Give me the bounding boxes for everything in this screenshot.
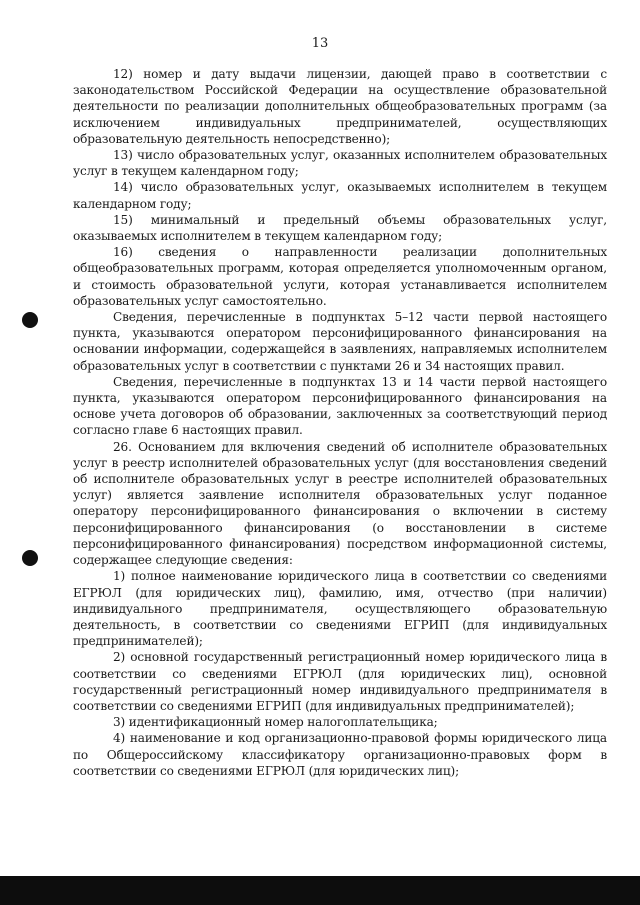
paragraph: 14) число образовательных услуг, оказываемых исполнителем в текущем календарном году; <box>73 180 607 211</box>
punch-hole-top <box>22 312 38 328</box>
paragraph: 3) идентификационный номер налогоплательщика; <box>113 715 438 730</box>
page-number: 13 <box>311 36 329 51</box>
punch-hole-bottom <box>22 550 38 566</box>
paragraph: 2) основной государственный регистрационный номер юридического лица в соответствии со сведениями ЕГРЮЛ (для юридических лиц), основной государственный регистрационный номер индивидуального предпринимателя в соответствии со сведениями ЕГРИП (для индивидуальных предпринимателей); <box>73 650 607 713</box>
scan-bottom-edge <box>0 876 640 905</box>
paragraph: Сведения, перечисленные в подпунктах 13 и 14 части первой настоящего пункта, указываются оператором персонифицированного финансирования на основе учета договоров об образовании, заключенных за соответствующий период согласно главе 6 настоящих правил. <box>73 374 607 438</box>
paragraph: 26. Основанием для включения сведений об исполнителе образовательных услуг в реестр исполнителей образовательных услуг (для восстановления сведений об исполнителе образовательных услуг в реестре исполнителей образовательных услуг) является заявление исполнителя образовательных услуг поданное оператору персонифицированного финансирования о включении в систему персонифицированного финансирования (о восстановлении в системе персонифицированного финансирования) посредством информационной системы, содержащее следующие сведения: <box>73 439 607 568</box>
paragraph: 16) сведения о направленности реализации дополнительных общеобразовательных программ, которая определяется уполномоченным органом, и стоимость образовательной услуги, которая устанавливается исполнителем образовательных услуг самостоятельно. <box>73 245 607 308</box>
paragraph: 1) полное наименование юридического лица в соответствии со сведениями ЕГРЮЛ (для юридических лиц), фамилию, имя, отчество (при наличии) индивидуального предпринимателя, осуществляющего образовательную деятельность, в соответствии со сведениями ЕГРИП (для индивидуальных предпринимателей); <box>73 569 607 649</box>
paragraph: 12) номер и дату выдачи лицензии, дающей право в соответствии с законодательством Российской Федерации на осуществление образовательной деятельности по реализации дополнительных общеобразовательных программ (за исключением индивидуальных предпринимателей, осуществляющих образовательную деятельность непосредственно); <box>73 67 607 146</box>
paragraph: 4) наименование и код организационно-правовой формы юридического лица по Общероссийскому классификатору организационно-правовых форм в соответствии со сведениями ЕГРЮЛ (для юридических лиц); <box>73 731 607 778</box>
document-body <box>73 66 607 779</box>
paragraph: Сведения, перечисленные в подпунктах 5–12 части первой настоящего пункта, указываются оператором персонифицированного финансирования на основании информации, содержащейся в заявлениях, направляемых исполнителем образовательных услуг в соответствии с пунктами 26 и 34 настоящих правил. <box>73 310 607 373</box>
paragraph: 13) число образовательных услуг, оказанных исполнителем образовательных услуг в текущем календарном году; <box>73 148 607 179</box>
paragraph: 15) минимальный и предельный объемы образовательных услуг, оказываемых исполнителем в текущем календарном году; <box>73 212 607 244</box>
